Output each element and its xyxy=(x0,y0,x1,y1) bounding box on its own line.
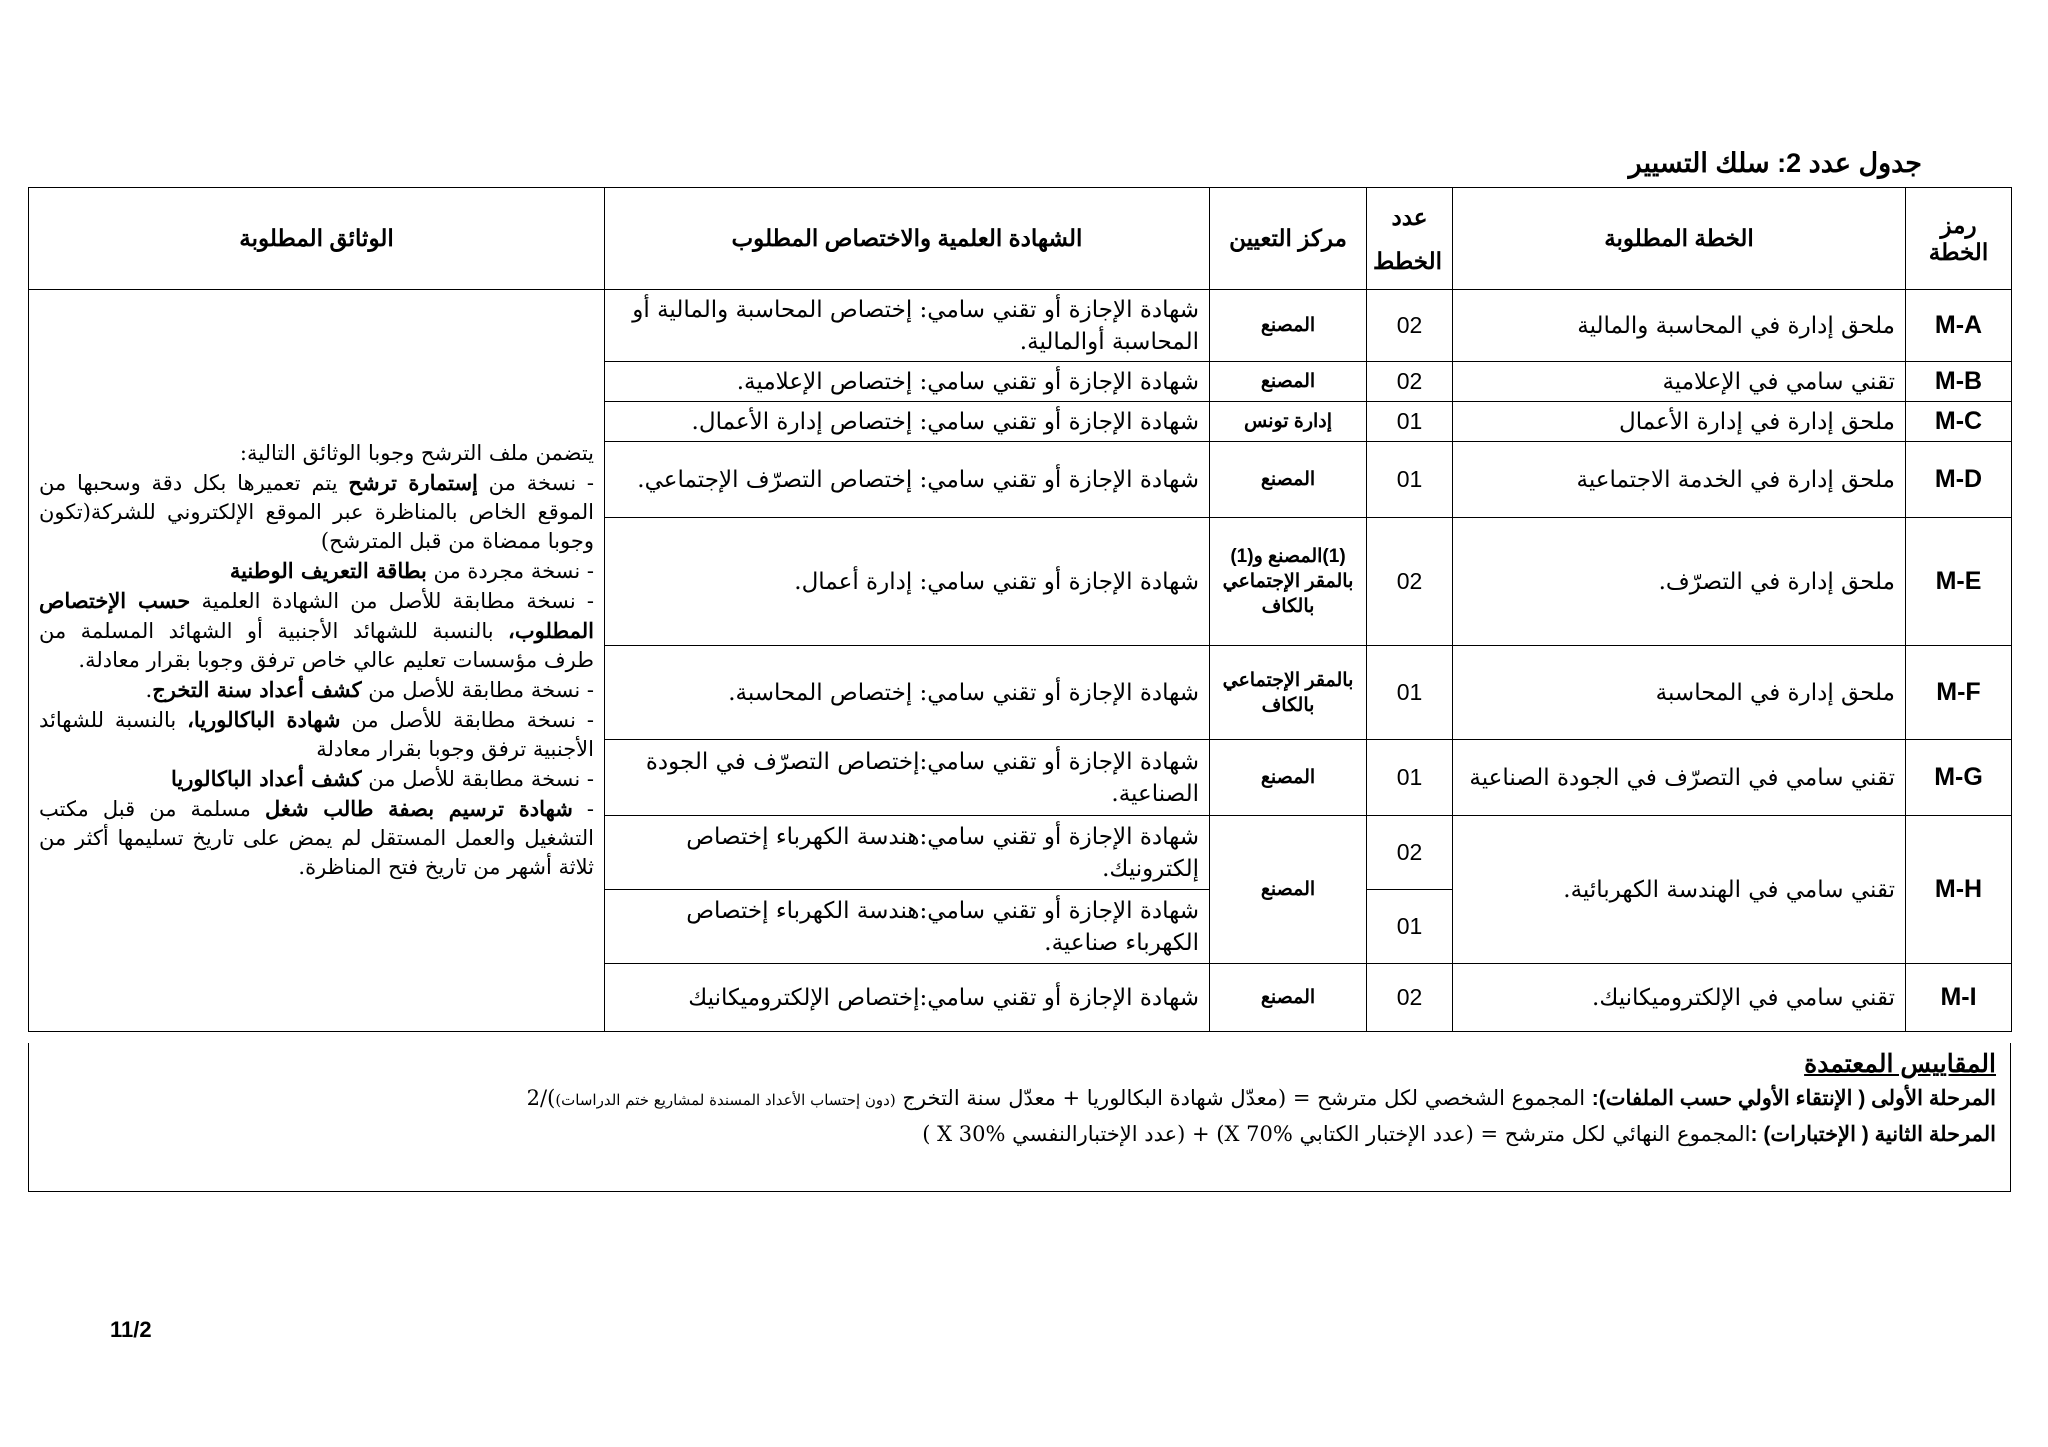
row-center: المصنع xyxy=(1210,442,1367,518)
row-center: إدارة تونس xyxy=(1210,402,1367,442)
row-degree: شهادة الإجازة أو تقني سامي:هندسة الكهرباء إختصاص إلكترونيك. xyxy=(605,816,1210,890)
row-code: M-A xyxy=(1906,290,2012,362)
page-number: 11/2 xyxy=(110,1317,152,1342)
header-count: عدد الخطط xyxy=(1367,188,1453,290)
row-plan: ملحق إدارة في الخدمة الاجتماعية xyxy=(1453,442,1906,518)
row-center: بالمقر الإجتماعي بالكاف xyxy=(1210,646,1367,740)
doc-item: - نسخة من إستمارة ترشح يتم تعميرها بكل دقة وسحبها من الموقع الخاص بالمناظرة عبر الموقع الإلكتروني للشركة(تكون وجوبا ممضاة من قبل المترشح) xyxy=(39,470,594,553)
positions-table xyxy=(28,187,2012,1032)
row-center: المصنع xyxy=(1210,740,1367,816)
row-plan: تقني سامي في التصرّف في الجودة الصناعية xyxy=(1453,740,1906,816)
header-center: مركز التعيين xyxy=(1210,188,1367,290)
row-code: M-G xyxy=(1906,740,2012,816)
row-plan: تقني سامي في الإعلامية xyxy=(1453,362,1906,402)
doc-item: - شهادة ترسيم بصفة طالب شغل مسلمة من قبل مكتب التشغيل والعمل المستقل لم يمض على تاريخ تسليمها أكثر من ثلاثة أشهر من تاريخ فتح المناظرة. xyxy=(39,796,594,879)
row-degree: شهادة الإجازة أو تقني سامي: إختصاص المحاسبة. xyxy=(605,646,1210,740)
criteria-stage-1: المرحلة الأولى ( الإنتقاء الأولي حسب الملفات): المجموع الشخصي لكل مترشح = (معدّل شهادة البكالوريا + معدّل سنة التخرج (دون إحتساب الأعداد المسندة لمشاريع ختم الدراسات))/2 xyxy=(526,1086,1996,1110)
doc-item: - نسخة مطابقة للأصل من كشف أعداد الباكالوريا xyxy=(170,766,594,791)
row-code: M-I xyxy=(1906,964,2012,1032)
row-center: المصنع xyxy=(1210,816,1367,964)
row-plan: ملحق إدارة في المحاسبة xyxy=(1453,646,1906,740)
row-plan: ملحق إدارة في التصرّف. xyxy=(1453,518,1906,646)
row-degree: شهادة الإجازة أو تقني سامي: إختصاص التصرّف الإجتماعي. xyxy=(605,442,1210,518)
row-count: 02 xyxy=(1367,816,1453,890)
row-degree: شهادة الإجازة أو تقني سامي: إختصاص إدارة الأعمال. xyxy=(605,402,1210,442)
header-code: رمز الخطة xyxy=(1906,188,2012,290)
row-code: M-E xyxy=(1906,518,2012,646)
header-docs: الوثائق المطلوبة xyxy=(29,188,605,290)
row-code: M-D xyxy=(1906,442,2012,518)
row-code: M-H xyxy=(1906,816,2012,964)
docs-intro: يتضمن ملف الترشح وجوبا الوثائق التالية: xyxy=(239,441,594,465)
row-plan: تقني سامي في الإلكتروميكانيك. xyxy=(1453,964,1906,1032)
row-count: 01 xyxy=(1367,442,1453,518)
doc-item: - نسخة مطابقة للأصل من شهادة الباكالوريا، بالنسبة للشهائد الأجنبية ترفق وجوبا بقرار معادلة xyxy=(39,707,594,761)
row-degree: شهادة الإجازة أو تقني سامي:إختصاص التصرّف في الجودة الصناعية. xyxy=(605,740,1210,816)
criteria-box xyxy=(28,1043,2011,1192)
row-count: 01 xyxy=(1367,740,1453,816)
row-degree: شهادة الإجازة أو تقني سامي: إختصاص الإعلامية. xyxy=(605,362,1210,402)
row-count: 01 xyxy=(1367,646,1453,740)
row-plan: تقني سامي في الهندسة الكهربائية. xyxy=(1453,816,1906,964)
required-documents xyxy=(29,290,605,1032)
table-title: جدول عدد 2: سلك التسيير xyxy=(1628,148,1922,178)
row-count: 02 xyxy=(1367,362,1453,402)
table-row xyxy=(29,290,2012,362)
criteria-stage-2: المرحلة الثانية ( الإختبارات) :المجموع النهائي لكل مترشح = (عدد الإختبار الكتابي X 70%) + (عدد الإختبارالنفسي X 30% ) xyxy=(922,1122,1996,1146)
row-center: المصنع xyxy=(1210,290,1367,362)
row-degree: شهادة الإجازة أو تقني سامي: إختصاص المحاسبة والمالية أو المحاسبة أوالمالية. xyxy=(605,290,1210,362)
row-code: M-B xyxy=(1906,362,2012,402)
row-center: المصنع xyxy=(1210,362,1367,402)
row-degree: شهادة الإجازة أو تقني سامي:هندسة الكهرباء إختصاص الكهرباء صناعية. xyxy=(605,890,1210,964)
row-count: 02 xyxy=(1367,964,1453,1032)
row-center: (1)المصنع و(1) بالمقر الإجتماعي بالكاف xyxy=(1210,518,1367,646)
row-degree: شهادة الإجازة أو تقني سامي: إدارة أعمال. xyxy=(605,518,1210,646)
header-plan: الخطة المطلوبة xyxy=(1453,188,1906,290)
header-degree: الشهادة العلمية والاختصاص المطلوب xyxy=(605,188,1210,290)
row-center: المصنع xyxy=(1210,964,1367,1032)
doc-item: - نسخة مجردة من بطاقة التعريف الوطنية xyxy=(229,558,594,583)
row-count: 01 xyxy=(1367,402,1453,442)
row-count: 02 xyxy=(1367,518,1453,646)
row-plan: ملحق إدارة في المحاسبة والمالية xyxy=(1453,290,1906,362)
doc-item: - نسخة مطابقة للأصل من كشف أعداد سنة التخرج. xyxy=(145,677,594,702)
row-code: M-F xyxy=(1906,646,2012,740)
row-count: 02 xyxy=(1367,290,1453,362)
criteria-title: المقاييس المعتمدة xyxy=(1804,1050,1996,1078)
row-code: M-C xyxy=(1906,402,2012,442)
row-plan: ملحق إدارة في إدارة الأعمال xyxy=(1453,402,1906,442)
row-degree: شهادة الإجازة أو تقني سامي:إختصاص الإلكتروميكانيك xyxy=(605,964,1210,1032)
row-count: 01 xyxy=(1367,890,1453,964)
doc-item: - نسخة مطابقة للأصل من الشهادة العلمية حسب الإختصاص المطلوب، بالنسبة للشهائد الأجنبية أو الشهائد المسلمة من طرف مؤسسات تعليم عالي خاص ترفق وجوبا بقرار معادلة. xyxy=(39,588,594,672)
